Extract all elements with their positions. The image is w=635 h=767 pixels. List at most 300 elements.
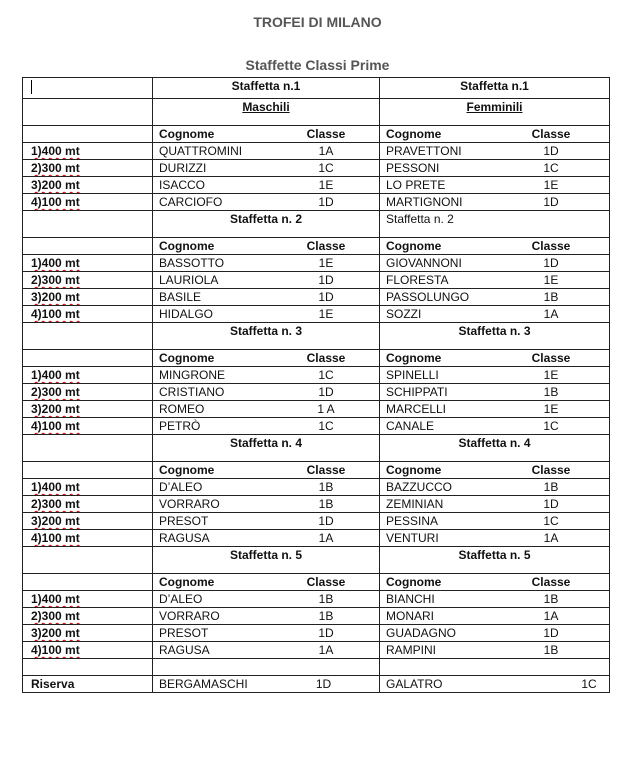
table-row	[23, 194, 610, 211]
leg-label	[23, 496, 153, 513]
male-athlete-wrap	[153, 513, 379, 529]
class-code: 1B	[543, 385, 559, 399]
class-code: 1E	[318, 178, 334, 192]
male-athlete-wrap	[153, 367, 379, 383]
female-athlete	[380, 513, 610, 530]
female-athlete-wrap	[380, 367, 609, 383]
leg-text: 2)300 mt	[31, 609, 80, 623]
male-athlete-wrap	[153, 306, 379, 322]
male-athlete	[153, 591, 380, 608]
female-athlete-wrap	[380, 530, 609, 546]
leg-label	[23, 642, 153, 659]
leg-label	[23, 401, 153, 418]
class-code: Classe	[306, 351, 346, 365]
class-code: 1C	[543, 514, 559, 528]
leg-text: 3)200 mt	[31, 290, 80, 304]
female-reserve-wrap	[380, 676, 609, 692]
surname: GALATRO	[386, 677, 443, 691]
male-athlete-wrap	[153, 289, 379, 305]
class-code: Classe	[531, 575, 571, 589]
class-code: 1B	[318, 497, 334, 511]
male-athlete	[153, 530, 380, 547]
surname: SCHIPPATI	[386, 385, 448, 399]
class-code: 1C	[581, 677, 597, 691]
empty-cell	[23, 574, 153, 591]
leg-label	[23, 513, 153, 530]
female-athlete-wrap	[380, 289, 609, 305]
table-row	[23, 306, 610, 323]
female-athlete	[380, 143, 610, 160]
male-athlete	[153, 289, 380, 306]
surname: SPINELLI	[386, 368, 439, 382]
leg-label	[23, 289, 153, 306]
surname: ROMEO	[159, 402, 205, 416]
female-relay-heading: Staffetta n.1	[380, 78, 610, 99]
class-code: 1D	[543, 256, 559, 270]
female-reserve	[380, 676, 610, 693]
column-header-row	[23, 350, 610, 367]
male-athlete-wrap	[153, 530, 379, 546]
surname: MARTIGNONI	[386, 195, 463, 209]
class-code: 1D	[318, 195, 334, 209]
empty-cell	[23, 435, 153, 462]
female-athlete	[380, 306, 610, 323]
class-code: Classe	[531, 239, 571, 253]
table-row	[23, 496, 610, 513]
surname: SOZZI	[386, 307, 422, 321]
female-athlete	[380, 418, 610, 435]
class-code: 1D	[318, 626, 334, 640]
female-athlete	[380, 367, 610, 384]
female-athlete-wrap	[380, 513, 609, 529]
female-athlete-wrap	[380, 177, 609, 193]
male-athlete	[153, 367, 380, 384]
female-athlete	[380, 496, 610, 513]
empty-cell	[23, 126, 153, 143]
female-column-headers	[380, 238, 610, 255]
male-athlete	[153, 255, 380, 272]
female-column-headers-wrap	[380, 350, 609, 366]
class-code: 1C	[318, 161, 334, 175]
female-column-headers	[380, 126, 610, 143]
male-athlete	[153, 418, 380, 435]
leg-text: 3)200 mt	[31, 514, 80, 528]
blank-row	[23, 659, 610, 676]
male-athlete	[153, 608, 380, 625]
female-athlete-wrap	[380, 160, 609, 176]
leg-text: 4)100 mt	[31, 195, 80, 209]
empty-cell	[23, 547, 153, 574]
surname: Cognome	[159, 239, 215, 253]
female-column-headers	[380, 574, 610, 591]
corner-cell[interactable]	[23, 78, 153, 99]
empty-cell	[23, 659, 153, 676]
table-row	[23, 143, 610, 160]
surname: GUADAGNO	[386, 626, 457, 640]
document-title: TROFEI DI MILANO	[253, 14, 382, 30]
female-athlete	[380, 272, 610, 289]
surname: RAGUSA	[159, 531, 210, 545]
surname: MARCELLI	[386, 402, 447, 416]
class-code: 1A	[318, 144, 334, 158]
leg-text: 4)100 mt	[31, 419, 80, 433]
surname: VORRARO	[159, 609, 220, 623]
class-code: 1 A	[317, 402, 335, 416]
surname: FLORESTA	[386, 273, 449, 287]
relay-heading-row	[23, 547, 610, 574]
female-athlete-wrap	[380, 272, 609, 288]
surname: Cognome	[386, 239, 442, 253]
female-relay-heading: Staffetta n. 3	[380, 323, 610, 350]
class-code: 1D	[318, 290, 334, 304]
relay-heading-row	[23, 323, 610, 350]
relay-table	[22, 77, 610, 693]
surname: CRISTIANO	[159, 385, 225, 399]
class-code: Classe	[306, 463, 346, 477]
class-code: Classe	[531, 127, 571, 141]
female-athlete-wrap	[380, 255, 609, 271]
female-athlete-wrap	[380, 608, 609, 624]
female-athlete-wrap	[380, 194, 609, 210]
class-code: 1A	[318, 643, 334, 657]
male-column-headers-wrap	[153, 350, 379, 366]
leg-label	[23, 306, 153, 323]
surname: Cognome	[159, 463, 215, 477]
surname: Cognome	[159, 575, 215, 589]
leg-text: 2)300 mt	[31, 497, 80, 511]
class-code: 1B	[543, 480, 559, 494]
leg-text: 3)200 mt	[31, 626, 80, 640]
surname: CARCIOFO	[159, 195, 223, 209]
class-code: 1C	[543, 161, 559, 175]
leg-label	[23, 418, 153, 435]
surname: Cognome	[159, 351, 215, 365]
table-row	[23, 642, 610, 659]
class-code: Classe	[531, 351, 571, 365]
female-athlete-wrap	[380, 591, 609, 607]
male-athlete	[153, 642, 380, 659]
leg-label	[23, 194, 153, 211]
male-reserve-wrap	[153, 676, 379, 692]
male-relay-heading: Staffetta n.1	[153, 78, 380, 99]
male-athlete-wrap	[153, 401, 379, 417]
leg-label	[23, 479, 153, 496]
class-code: 1D	[318, 273, 334, 287]
empty-cell	[23, 211, 153, 238]
female-athlete	[380, 177, 610, 194]
female-column-headers-wrap	[380, 574, 609, 590]
surname: RAGUSA	[159, 643, 210, 657]
surname: PRESOT	[159, 626, 209, 640]
class-code: 1D	[318, 514, 334, 528]
female-athlete	[380, 194, 610, 211]
leg-text: 1)400 mt	[31, 368, 80, 382]
class-code: 1E	[318, 307, 334, 321]
female-athlete	[380, 591, 610, 608]
leg-label	[23, 160, 153, 177]
surname: LO PRETE	[386, 178, 446, 192]
leg-label	[23, 272, 153, 289]
leg-label	[23, 367, 153, 384]
male-column-headers	[153, 462, 380, 479]
female-label: Femminili	[380, 99, 610, 126]
class-code: Classe	[306, 575, 346, 589]
surname: ZEMINIAN	[386, 497, 444, 511]
leg-label	[23, 177, 153, 194]
surname: PRESOT	[159, 514, 209, 528]
leg-label	[23, 608, 153, 625]
leg-label	[23, 530, 153, 547]
leg-label	[23, 255, 153, 272]
male-relay-heading: Staffetta n. 4	[153, 435, 380, 462]
table-row	[23, 418, 610, 435]
male-athlete-wrap	[153, 496, 379, 512]
female-athlete	[380, 160, 610, 177]
male-relay-heading: Staffetta n. 3	[153, 323, 380, 350]
table-row	[23, 513, 610, 530]
surname: VENTURI	[386, 531, 439, 545]
class-code: 1D	[318, 385, 334, 399]
leg-label	[23, 591, 153, 608]
female-column-headers	[380, 350, 610, 367]
table-row	[23, 272, 610, 289]
surname: BASSOTTO	[159, 256, 225, 270]
reserve-label: Riserva	[23, 676, 153, 693]
male-athlete	[153, 306, 380, 323]
class-code: 1B	[543, 290, 559, 304]
header-row	[23, 78, 610, 99]
text-cursor	[31, 80, 32, 94]
leg-text: 1)400 mt	[31, 592, 80, 606]
female-column-headers-wrap	[380, 462, 609, 478]
class-code: 1B	[543, 643, 559, 657]
male-relay-heading: Staffetta n. 5	[153, 547, 380, 574]
female-athlete	[380, 384, 610, 401]
class-code: 1B	[543, 592, 559, 606]
male-column-headers	[153, 350, 380, 367]
class-code: 1E	[543, 273, 559, 287]
surname: DURIZZI	[159, 161, 207, 175]
table-row	[23, 289, 610, 306]
surname: PRAVETTONI	[386, 144, 462, 158]
female-athlete	[380, 289, 610, 306]
surname: BIANCHI	[386, 592, 435, 606]
relay-heading-row	[23, 435, 610, 462]
class-code: 1E	[543, 178, 559, 192]
leg-text: 2)300 mt	[31, 273, 80, 287]
class-code: 1D	[543, 144, 559, 158]
reserve-row	[23, 676, 610, 693]
male-column-headers-wrap	[153, 574, 379, 590]
document-subtitle: Staffette Classi Prime	[245, 57, 390, 73]
female-athlete-wrap	[380, 642, 609, 658]
column-header-row	[23, 126, 610, 143]
female-athlete-wrap	[380, 418, 609, 434]
male-athlete	[153, 272, 380, 289]
column-header-row	[23, 238, 610, 255]
female-athlete-wrap	[380, 306, 609, 322]
leg-text: 4)100 mt	[31, 307, 80, 321]
class-code: 1B	[318, 592, 334, 606]
class-code: 1B	[318, 480, 334, 494]
male-athlete	[153, 160, 380, 177]
table-row	[23, 384, 610, 401]
empty-cell	[23, 323, 153, 350]
male-athlete	[153, 625, 380, 642]
class-code: Classe	[306, 127, 346, 141]
class-code: 1A	[543, 609, 559, 623]
leg-text: 3)200 mt	[31, 402, 80, 416]
table-row	[23, 625, 610, 642]
surname: RAMPINI	[386, 643, 437, 657]
leg-text: 1)400 mt	[31, 256, 80, 270]
male-athlete-wrap	[153, 479, 379, 495]
male-athlete-wrap	[153, 608, 379, 624]
leg-label	[23, 625, 153, 642]
surname: Cognome	[386, 351, 442, 365]
class-code: 1A	[318, 531, 334, 545]
surname: CANALE	[386, 419, 435, 433]
surname: PESSINA	[386, 514, 439, 528]
surname: Cognome	[386, 575, 442, 589]
male-column-headers-wrap	[153, 462, 379, 478]
male-athlete-wrap	[153, 625, 379, 641]
male-athlete	[153, 194, 380, 211]
class-code: 1C	[543, 419, 559, 433]
female-athlete	[380, 642, 610, 659]
leg-text: 2)300 mt	[31, 161, 80, 175]
relay-heading-row	[23, 211, 610, 238]
leg-text: 1)400 mt	[31, 480, 80, 494]
class-code: 1E	[543, 402, 559, 416]
leg-text: 2)300 mt	[31, 385, 80, 399]
surname: BASILE	[159, 290, 202, 304]
male-column-headers	[153, 574, 380, 591]
surname: ISACCO	[159, 178, 206, 192]
surname: Cognome	[159, 127, 215, 141]
surname: BAZZUCCO	[386, 480, 452, 494]
male-column-headers-wrap	[153, 126, 379, 142]
male-athlete-wrap	[153, 194, 379, 210]
male-athlete-wrap	[153, 160, 379, 176]
male-athlete-wrap	[153, 255, 379, 271]
leg-text: 3)200 mt	[31, 178, 80, 192]
female-relay-heading: Staffetta n. 4	[380, 435, 610, 462]
female-athlete	[380, 625, 610, 642]
surname: D’ALEO	[159, 480, 203, 494]
female-athlete-wrap	[380, 479, 609, 495]
male-relay-heading: Staffetta n. 2	[153, 211, 380, 238]
table-row	[23, 479, 610, 496]
table-row	[23, 530, 610, 547]
female-athlete	[380, 255, 610, 272]
class-code: Classe	[306, 239, 346, 253]
column-header-row	[23, 574, 610, 591]
male-column-headers	[153, 126, 380, 143]
class-code: 1D	[543, 626, 559, 640]
surname: Cognome	[386, 463, 442, 477]
surname: MINGRONE	[159, 368, 225, 382]
surname: PESSONI	[386, 161, 440, 175]
empty-cell	[380, 659, 610, 676]
surname: BERGAMASCHI	[159, 677, 248, 691]
class-code: 1E	[543, 368, 559, 382]
male-athlete	[153, 496, 380, 513]
female-athlete-wrap	[380, 143, 609, 159]
male-athlete-wrap	[153, 143, 379, 159]
male-athlete	[153, 513, 380, 530]
male-athlete	[153, 384, 380, 401]
male-athlete	[153, 177, 380, 194]
male-label: Maschili	[153, 99, 380, 126]
female-athlete	[380, 479, 610, 496]
female-athlete-wrap	[380, 384, 609, 400]
surname: HIDALGO	[159, 307, 214, 321]
surname: PETRÒ	[159, 419, 201, 433]
table-row	[23, 367, 610, 384]
male-athlete-wrap	[153, 177, 379, 193]
female-athlete-wrap	[380, 496, 609, 512]
male-athlete	[153, 479, 380, 496]
female-column-headers	[380, 462, 610, 479]
female-column-headers-wrap	[380, 238, 609, 254]
male-athlete-wrap	[153, 591, 379, 607]
table-row	[23, 160, 610, 177]
male-athlete-wrap	[153, 418, 379, 434]
surname: GIOVANNONI	[386, 256, 462, 270]
female-column-headers-wrap	[380, 126, 609, 142]
table-row	[23, 177, 610, 194]
table-row	[23, 591, 610, 608]
empty-cell	[23, 238, 153, 255]
female-athlete	[380, 608, 610, 625]
female-athlete-wrap	[380, 401, 609, 417]
empty-cell	[23, 462, 153, 479]
table-row	[23, 401, 610, 418]
empty-cell	[23, 99, 153, 126]
class-code: 1D	[315, 677, 332, 691]
surname: D’ALEO	[159, 592, 203, 606]
male-athlete-wrap	[153, 642, 379, 658]
female-athlete-wrap	[380, 625, 609, 641]
male-athlete-wrap	[153, 384, 379, 400]
male-athlete	[153, 143, 380, 160]
class-code: 1D	[543, 497, 559, 511]
table-row	[23, 255, 610, 272]
female-relay-heading: Staffetta n. 2	[380, 211, 610, 238]
surname: QUATTROMINI	[159, 144, 243, 158]
class-code: 1A	[543, 531, 559, 545]
female-athlete	[380, 530, 610, 547]
surname: LAURIOLA	[159, 273, 219, 287]
surname: Cognome	[386, 127, 442, 141]
class-code: 1A	[543, 307, 559, 321]
surname: VORRARO	[159, 497, 220, 511]
class-code: 1C	[318, 419, 334, 433]
male-column-headers-wrap	[153, 238, 379, 254]
empty-cell	[23, 350, 153, 367]
leg-text: 1)400 mt	[31, 144, 80, 158]
empty-cell	[153, 659, 380, 676]
leg-text: 4)100 mt	[31, 531, 80, 545]
class-code: 1E	[318, 256, 334, 270]
leg-label	[23, 384, 153, 401]
surname: PASSOLUNGO	[386, 290, 470, 304]
male-reserve	[153, 676, 380, 693]
leg-text: 4)100 mt	[31, 643, 80, 657]
male-athlete-wrap	[153, 272, 379, 288]
class-code: 1B	[318, 609, 334, 623]
